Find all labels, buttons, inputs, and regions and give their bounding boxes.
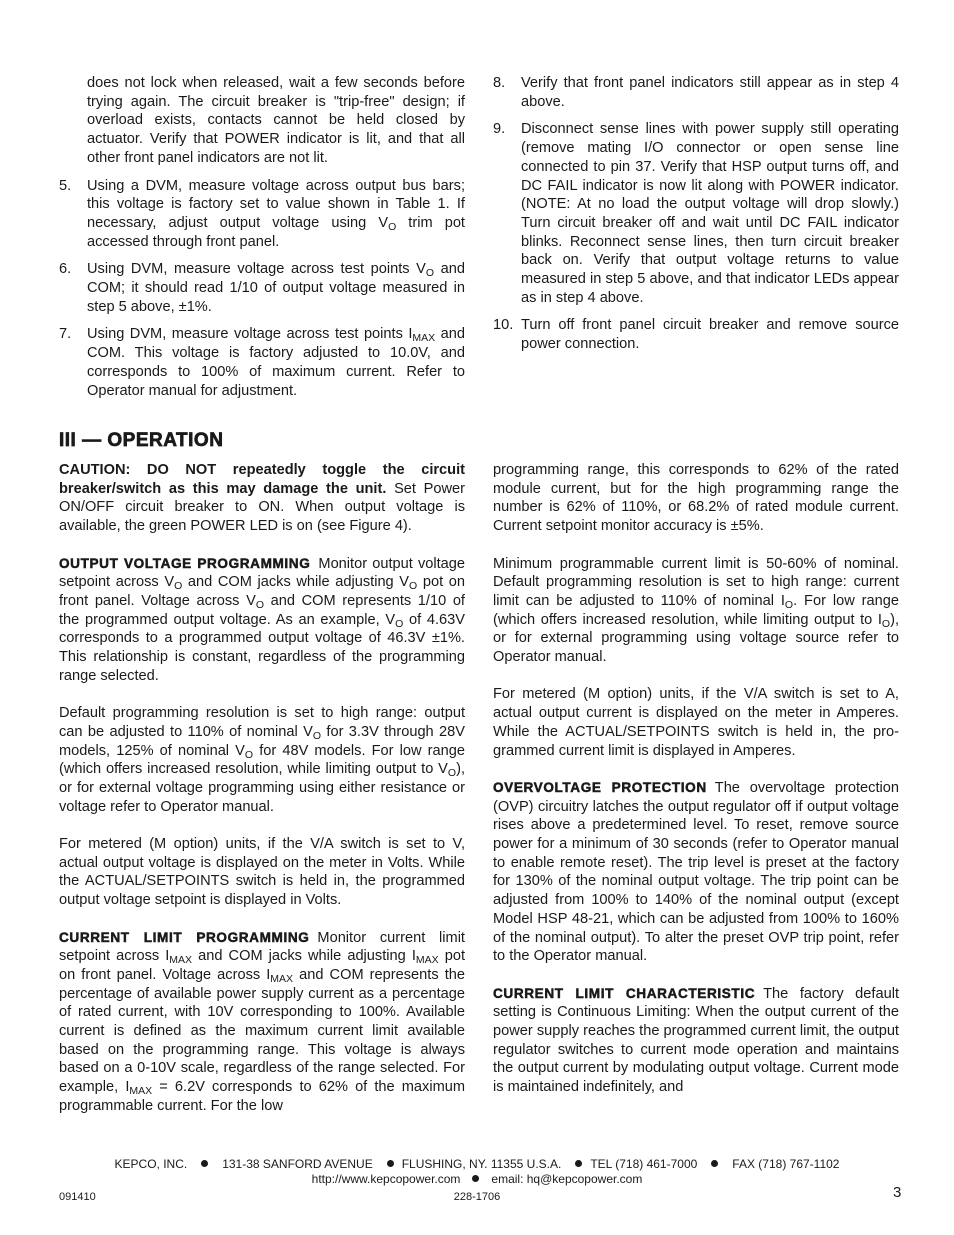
footer-doc-number: 228-1706 xyxy=(453,1191,501,1203)
subscript: O xyxy=(174,580,183,593)
subscript: O xyxy=(409,580,418,593)
footer-email[interactable]: email: hq@kepcopower.com xyxy=(491,1172,643,1186)
subscript: MAX xyxy=(129,1085,153,1098)
list-item xyxy=(59,260,465,316)
bottom-right-column xyxy=(493,461,899,1116)
body-text: and COM. This voltage is factory adjusted to 10.0V, and corresponds to 100% of maximum current. Refer to Operator manual for adjustment. xyxy=(87,326,465,399)
body-text: The overvoltage protection (OVP) circuitry latches the output regulator off if output voltage rises above a predetermined level. To reset, remove source power for a minimum of 30 seconds (refer to Operator manual to enable remote reset). The trip level is preset at the factory for 130% of the nominal output voltage. The trip point can be adjusted from 100% to 140% of the nominal output (except Model HSP 48-21, which can be adjusted from 100% to 160% of the nominal output). To alter the preset OVP trip point, refer to the Operator manual. xyxy=(493,779,900,965)
subscript: MAX xyxy=(270,972,294,985)
footer-web-link[interactable]: http://www.kepcopower.com xyxy=(311,1172,461,1186)
subscript: MAX xyxy=(412,332,436,345)
paragraph xyxy=(59,929,465,1116)
subscript: O xyxy=(312,729,322,742)
body-text: Turn off front panel circuit breaker and remove source power connection. xyxy=(521,317,899,353)
bullet-icon xyxy=(472,1175,479,1182)
list-item xyxy=(493,74,899,111)
list-number: 8. xyxy=(493,75,506,91)
subscript: MAX xyxy=(169,954,193,967)
footer-company: KEPCO, INC. xyxy=(114,1157,188,1171)
list-number: 10. xyxy=(493,317,514,334)
list-number: 9. xyxy=(493,121,506,138)
footer-date-code: 091410 xyxy=(59,1191,96,1203)
subscript: O xyxy=(425,267,435,280)
body-text: ), or for external voltage programming using either resistance or voltage refer to Operator manual. xyxy=(59,761,465,815)
body-text: for 48V models. For low range (which offers increased resolution, while limiting output to V xyxy=(59,742,465,778)
subscript: MAX xyxy=(415,954,439,967)
subscript: O xyxy=(784,598,794,611)
list-number: 6. xyxy=(59,261,72,278)
body-text: Set Power ON/OFF circuit breaker to ON. When output voltage is available, the green POWER LED is on (see Figure 4). xyxy=(59,480,465,535)
paragraph xyxy=(493,555,899,667)
paragraph xyxy=(493,985,899,1097)
paragraph xyxy=(493,685,899,760)
section-heading: III — OPERATION xyxy=(59,430,224,451)
footer-contact xyxy=(0,1172,954,1187)
body-text: For metered (M option) units, if the V/A switch is set to V, actual output voltage is displayed on the meter in Volts. While the ACTUAL/SETPOINTS switch is held in, the programmed output voltage setpoint is displayed in Volts. xyxy=(59,836,465,909)
subsection-heading: OUTPUT VOLTAGE PROGRAMMING xyxy=(59,555,311,571)
paragraph xyxy=(59,461,465,536)
body-text: and COM represents the percentage of available power supply current as a percentage of rated current, with 10V corresponding to 100%. Available current is defined as the maximum current limit available based on the programming range. This voltage is always based on a 0-10V scale, regardless of the range selected. For example, I xyxy=(59,966,465,1096)
body-text: Minimum programmable current limit is 50-60% of nominal. Default programming resolution is set to high range: current limit can be adjusted to 110% of nominal I xyxy=(493,555,899,609)
body-text: Using DVM, measure voltage across test points I xyxy=(87,326,413,343)
list-item xyxy=(59,177,465,252)
body-text: Using a DVM, measure voltage across output bus bars; this voltage is factory set to value shown in Table 1. If necessary, adjust output voltage using V xyxy=(87,177,465,231)
subscript: O xyxy=(244,748,254,761)
body-text: trim pot accessed through front panel. xyxy=(87,214,465,250)
paragraph xyxy=(493,779,899,966)
paragraph xyxy=(493,461,899,536)
list-number: 5. xyxy=(59,177,72,194)
footer-fax: FAX (718) 767-1102 xyxy=(732,1157,840,1171)
list-item xyxy=(493,120,899,307)
body-text: Monitor output voltage setpoint across V xyxy=(59,555,466,591)
body-text: for 3.3V through 28V models, 125% of nominal V xyxy=(59,723,465,759)
body-text: The factory default setting is Continuous Limiting: When the output current of the power supply reaches the programmed current limit, the output regulator switches to current mode operation and maintains the output current by modulating output voltage. Current mode is maintained indefinitely, and xyxy=(493,985,899,1096)
body-text: pot on front panel. Voltage across V xyxy=(59,574,465,609)
subsection-heading: OVERVOLTAGE PROTECTION xyxy=(493,779,707,795)
body-text: and COM; it should read 1/10 of output voltage measured in step 5 above, ±1%. xyxy=(87,261,465,315)
body-text: Disconnect sense lines with power supply still operating (remove mating I/O connector or open sense line connected to pin 37. Verify that HSP output turns off, and DC FAIL indicator is now lit along with POWER indicator. (NOTE: At no load the output voltage will drop slowly.) Turn circuit breaker off and wait until DC FAIL indicator blinks. Reconnect sense lines, then turn circuit breaker back on. Verify that output voltage returns to value measured in step 5 above, and that indicator LEDs appear as in step 4 above. xyxy=(521,121,899,306)
page-number: 3 xyxy=(893,1184,902,1201)
footer-address-street: 131-38 SANFORD AVENUE xyxy=(222,1157,373,1171)
paragraph xyxy=(59,74,465,168)
footer-tel: TEL (718) 461-7000 xyxy=(590,1157,698,1171)
subscript: O xyxy=(255,598,264,611)
subsection-heading: CURRENT LIMIT PROGRAMMING xyxy=(59,929,310,945)
body-text: and COM represents 1/10 of the programmed output voltage. As an example, V xyxy=(59,592,465,628)
body-text: Default programming resolution is set to high range: output can be adjusted to 110% of nominal V xyxy=(59,705,465,740)
subscript: O xyxy=(447,767,457,780)
footer-address xyxy=(0,1157,954,1172)
body-text: pot on front panel. Voltage across I xyxy=(59,948,465,983)
bullet-icon xyxy=(387,1160,394,1167)
paragraph xyxy=(59,555,465,686)
footer-city: FLUSHING, NY. 11355 U.S.A. xyxy=(401,1157,562,1171)
body-text: Verify that front panel indicators still appear as in step 4 above. xyxy=(521,75,899,110)
body-text: For metered (M option) units, if the V/A switch is set to A, actual output current is displayed on the meter in Amperes. While the ACTUAL/SETPOINTS switch is held in, the programmed current limit is displayed in Amperes. xyxy=(493,686,899,759)
top-right-column xyxy=(493,74,899,363)
paragraph xyxy=(59,835,465,910)
bullet-icon xyxy=(575,1160,582,1167)
subsection-heading: CURRENT LIMIT CHARACTERISTIC xyxy=(493,985,756,1001)
subscript: O xyxy=(395,617,404,630)
bullet-icon xyxy=(201,1160,208,1167)
body-text: does not lock when released, wait a few seconds before trying again. The circuit breaker is "trip-free" design; if overload exists, contacts cannot be held closed by actuator. Verify that POWER indicator is lit, and that all other front panel indicators are not lit. xyxy=(87,75,465,166)
body-text: Using DVM, measure voltage across test points V xyxy=(87,261,426,278)
top-left-column xyxy=(59,74,465,409)
body-text: of 4.63V corresponds to a programmed output voltage of 46.3V ±1%. This relationship is constant, regardless of the programming range selected. xyxy=(59,611,465,684)
body-text: . For low range (which offers increased resolution, while limiting output to I xyxy=(493,592,899,628)
subscript: O xyxy=(881,617,891,630)
body-text: programming range, this corresponds to 62% of the rated module current, but for the high programming range the number is 62% of 110%, or 68.2% of rated module current. Current setpoint monitor accuracy is ±5%. xyxy=(493,462,899,535)
body-text: Monitor current limit setpoint across I xyxy=(59,929,465,965)
body-text: ), or for external programming using voltage source refer to Operator manual. xyxy=(493,611,899,666)
bottom-left-column xyxy=(59,461,465,1134)
subscript: O xyxy=(388,220,397,233)
body-text: and COM jacks while adjusting I xyxy=(192,948,416,965)
list-item xyxy=(59,325,465,400)
paragraph xyxy=(59,704,465,816)
bullet-icon xyxy=(711,1160,718,1167)
caution-text: CAUTION: DO NOT repeatedly toggle the circuit breaker/switch as this may damage the unit. xyxy=(59,462,465,497)
body-text: = 6.2V corresponds to 62% of the maximum programmable current. For the low xyxy=(59,1079,465,1114)
body-text: and COM jacks while adjusting V xyxy=(182,574,410,591)
list-number: 7. xyxy=(59,326,72,343)
list-item xyxy=(493,316,899,353)
